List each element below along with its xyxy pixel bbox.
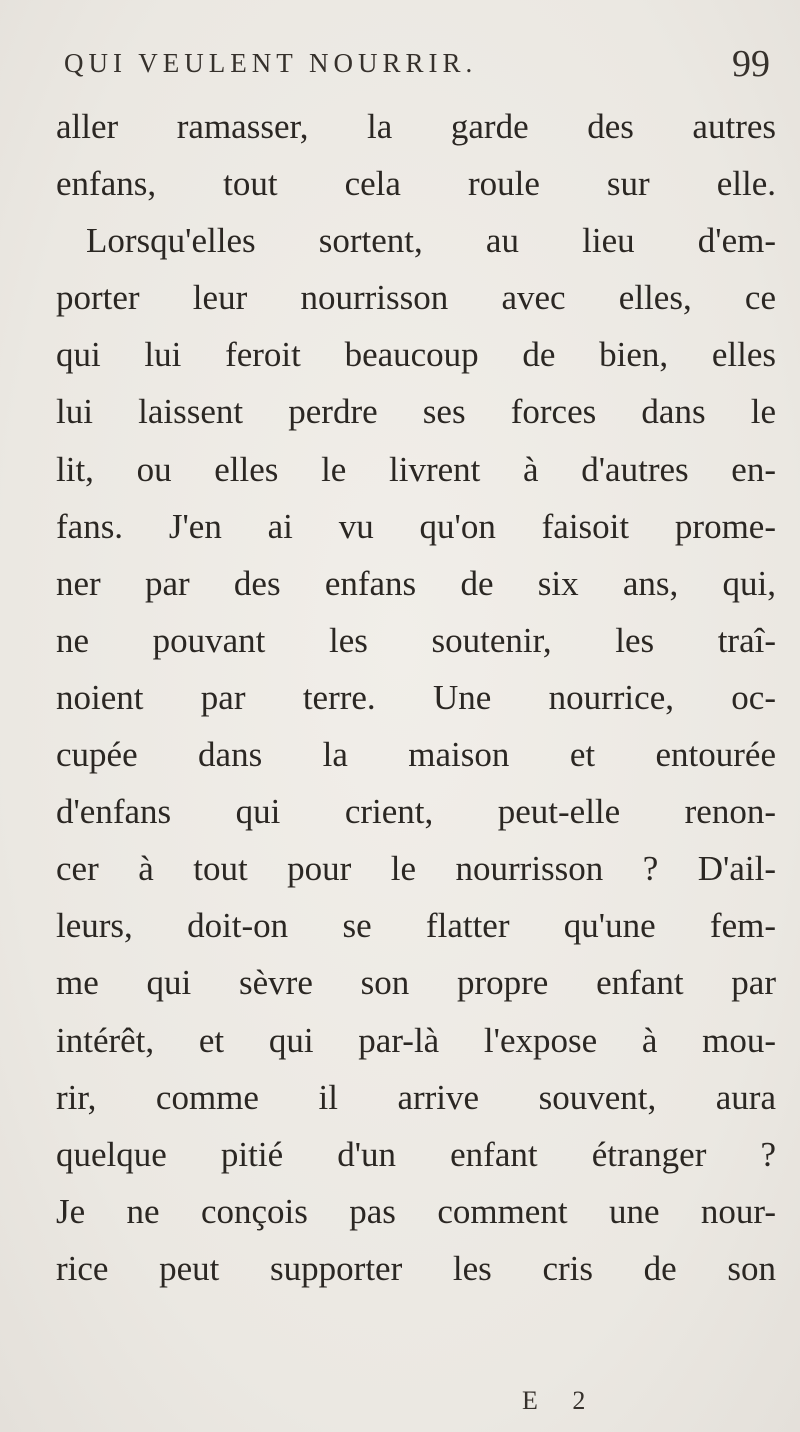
text-line: d'enfans qui crient, peut-elle renon-	[56, 792, 776, 832]
text-line: ner par des enfans de six ans, qui,	[56, 563, 776, 603]
text-line: fans. J'en ai vu qu'on faisoit prome-	[56, 506, 776, 546]
signature-mark: E 2	[522, 1386, 600, 1415]
text-line: noient par terre. Une nourrice, oc-	[56, 677, 776, 717]
text-line: ne pouvant les soutenir, les traî-	[56, 620, 776, 660]
text-line: cer à tout pour le nourrisson ? D'ail-	[56, 849, 776, 889]
text-line: porter leur nourrisson avec elles, ce	[56, 278, 776, 318]
text-line: rice peut supporter les cris de son	[56, 1248, 776, 1288]
text-line: qui lui feroit beaucoup de bien, elles	[56, 335, 776, 375]
text-line: Lorsqu'elles sortent, au lieu d'em-	[86, 221, 776, 261]
text-line: Je ne conçois pas comment une nour-	[56, 1191, 776, 1231]
text-line: quelque pitié d'un enfant étranger ?	[56, 1134, 776, 1174]
text-line: aller ramasser, la garde des autres	[56, 107, 776, 146]
running-title: QUI VEULENT NOURRIR.	[64, 48, 478, 78]
text-line: enfans, tout cela roule sur elle.	[56, 164, 776, 204]
text-line: intérêt, et qui par-là l'expose à mou-	[56, 1020, 776, 1060]
body-text	[56, 98, 776, 1297]
text-line: me qui sèvre son propre enfant par	[56, 963, 776, 1003]
text-line: lui laissent perdre ses forces dans le	[56, 392, 776, 432]
page-number: 99	[732, 43, 770, 85]
text-line: leurs, doit-on se flatter qu'une fem-	[56, 906, 776, 946]
text-line: cupée dans la maison et entourée	[56, 735, 776, 775]
text-line: rir, comme il arrive souvent, aura	[56, 1077, 776, 1117]
text-line: lit, ou elles le livrent à d'autres en-	[56, 449, 776, 489]
running-head	[64, 42, 770, 92]
